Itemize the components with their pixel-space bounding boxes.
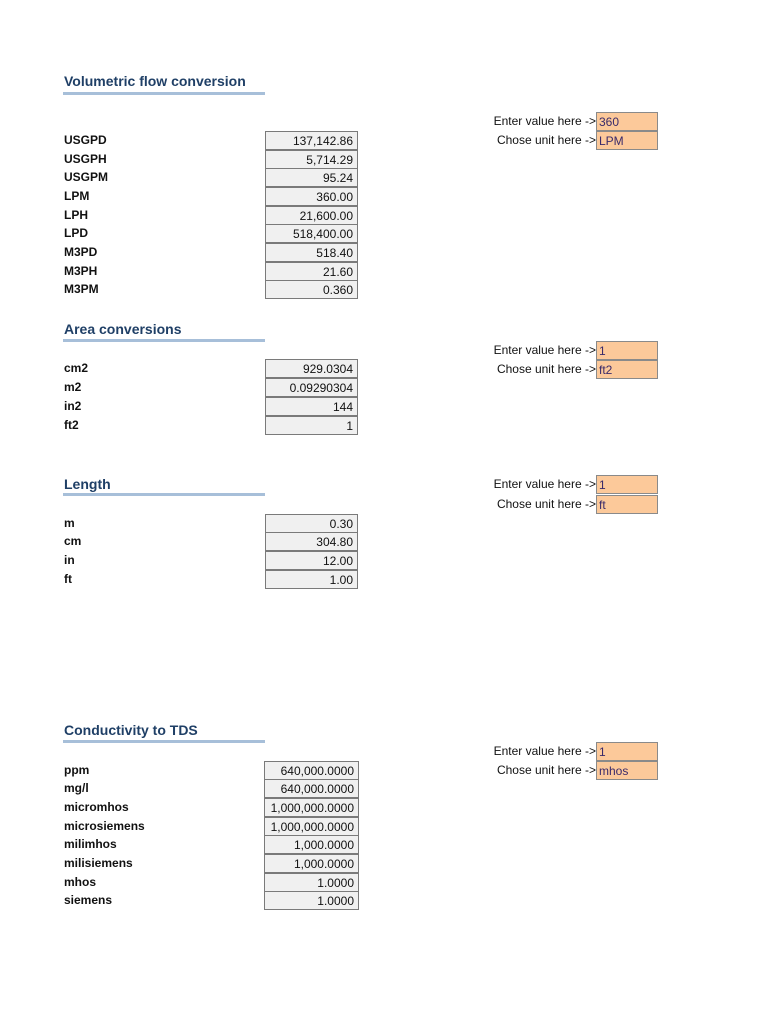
row-label: ppm xyxy=(64,763,90,777)
row-label: USGPD xyxy=(64,133,107,147)
row-label: M3PM xyxy=(64,282,99,296)
enter-value-prompt: Enter value here -> xyxy=(493,343,596,357)
row-label: m xyxy=(64,516,75,530)
row-value[interactable]: 21,600.00 xyxy=(265,206,358,225)
section-title: Volumetric flow conversion xyxy=(64,73,246,89)
value-input[interactable]: 360 xyxy=(596,112,658,131)
row-value[interactable]: 0.30 xyxy=(265,514,358,533)
row-label: USGPM xyxy=(64,170,109,184)
section-title: Area conversions xyxy=(64,321,182,337)
row-label: ft xyxy=(64,572,72,586)
chose-unit-prompt: Chose unit here -> xyxy=(496,133,596,147)
row-value[interactable]: 1.0000 xyxy=(264,873,359,892)
row-value[interactable]: 0.360 xyxy=(265,280,358,299)
row-label: LPD xyxy=(64,226,88,240)
row-value[interactable]: 95.24 xyxy=(265,168,358,187)
value-input[interactable]: 1 xyxy=(596,341,658,360)
unit-input[interactable]: mhos xyxy=(596,761,658,780)
row-label: siemens xyxy=(64,893,113,907)
row-value[interactable]: 1.00 xyxy=(265,570,358,589)
title-underline xyxy=(63,92,265,95)
row-value[interactable]: 360.00 xyxy=(265,187,358,206)
row-label: USGPH xyxy=(64,152,107,166)
row-value[interactable]: 137,142.86 xyxy=(265,131,358,150)
value-input[interactable]: 1 xyxy=(596,475,658,494)
row-value[interactable]: 518,400.00 xyxy=(265,224,358,243)
row-label: milimhos xyxy=(64,837,117,851)
row-value[interactable]: 12.00 xyxy=(265,551,358,570)
row-label: M3PD xyxy=(64,245,98,259)
section-title: Conductivity to TDS xyxy=(64,722,198,738)
row-label: cm2 xyxy=(64,361,89,375)
row-value[interactable]: 144 xyxy=(265,397,358,416)
enter-value-prompt: Enter value here -> xyxy=(493,114,596,128)
row-label: LPH xyxy=(64,208,88,222)
row-label: in2 xyxy=(64,399,82,413)
chose-unit-prompt: Chose unit here -> xyxy=(496,497,596,511)
row-value[interactable]: 640,000.0000 xyxy=(264,779,359,798)
row-value[interactable]: 518.40 xyxy=(265,243,358,262)
chose-unit-prompt: Chose unit here -> xyxy=(496,362,596,376)
row-label: ft2 xyxy=(64,418,79,432)
row-value[interactable]: 640,000.0000 xyxy=(264,761,359,780)
row-label: mg/l xyxy=(64,781,89,795)
unit-input[interactable]: ft2 xyxy=(596,360,658,379)
row-value[interactable]: 5,714.29 xyxy=(265,150,358,169)
chose-unit-prompt: Chose unit here -> xyxy=(496,763,596,777)
row-label: micromhos xyxy=(64,800,129,814)
row-value[interactable]: 1 xyxy=(265,416,358,435)
unit-input[interactable]: ft xyxy=(596,495,658,514)
value-input[interactable]: 1 xyxy=(596,742,658,761)
unit-input[interactable]: LPM xyxy=(596,131,658,150)
row-label: in xyxy=(64,553,75,567)
title-underline xyxy=(63,339,265,342)
row-value[interactable]: 0.09290304 xyxy=(265,378,358,397)
row-label: milisiemens xyxy=(64,856,133,870)
row-label: LPM xyxy=(64,189,90,203)
row-value[interactable]: 21.60 xyxy=(265,262,358,281)
row-value[interactable]: 1.0000 xyxy=(264,891,359,910)
title-underline xyxy=(63,493,265,496)
enter-value-prompt: Enter value here -> xyxy=(493,744,596,758)
row-label: M3PH xyxy=(64,264,98,278)
title-underline xyxy=(63,740,265,743)
row-label: m2 xyxy=(64,380,82,394)
row-value[interactable]: 1,000,000.0000 xyxy=(264,798,359,817)
row-value[interactable]: 929.0304 xyxy=(265,359,358,378)
enter-value-prompt: Enter value here -> xyxy=(493,477,596,491)
row-label: cm xyxy=(64,534,82,548)
row-label: microsiemens xyxy=(64,819,145,833)
row-value[interactable]: 1,000.0000 xyxy=(264,854,359,873)
row-value[interactable]: 304.80 xyxy=(265,532,358,551)
row-value[interactable]: 1,000,000.0000 xyxy=(264,817,359,836)
row-label: mhos xyxy=(64,875,97,889)
row-value[interactable]: 1,000.0000 xyxy=(264,835,359,854)
section-title: Length xyxy=(64,476,111,492)
